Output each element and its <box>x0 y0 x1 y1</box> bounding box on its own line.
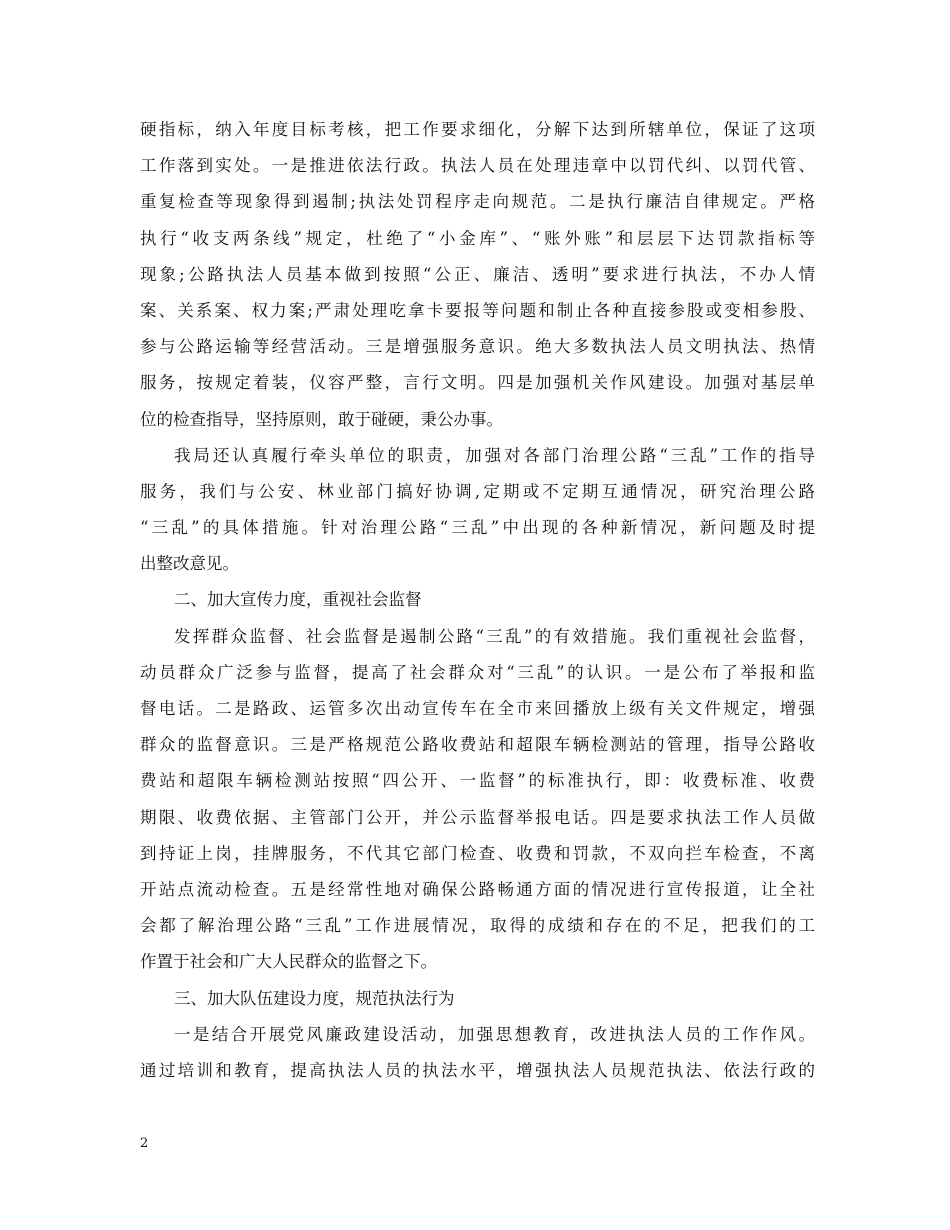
text-line: 参与公路运输等经营活动。三是增强服务意识。绝大多数执法人员文明执法、热情 <box>140 337 815 357</box>
text-line: 重复检查等现象得到遏制;执法处罚程序走向规范。二是执行廉洁自律规定。严格 <box>140 192 815 212</box>
text-line: 费站和超限车辆检测站按照“四公开、一监督”的标准执行，即：收费标准、收费 <box>140 771 815 791</box>
text-line: 群众的监督意识。三是严格规范公路收费站和超限车辆检测站的管理，指导公路收 <box>140 735 815 755</box>
text-line: 发挥群众监督、社会监督是遏制公路“三乱”的有效措施。我们重视社会监督， <box>174 626 815 646</box>
text-line: 开站点流动检查。五是经常性地对确保公路畅通方面的情况进行宣传报道，让全社 <box>140 879 815 899</box>
text-line: 我局还认真履行牵头单位的职责，加强对各部门治理公路“三乱”工作的指导 <box>174 445 815 465</box>
text-line: 案、关系案、权力案;严肃处理吃拿卡要报等问题和制止各种直接参股或变相参股、 <box>140 300 815 320</box>
text-line: 督电话。二是路政、运管多次出动宣传车在全市来回播放上级有关文件规定，增强 <box>140 699 815 718</box>
text-line: 通过培训和教育，提高执法人员的执法水平，增强执法人员规范执法、依法行政的 <box>140 1060 815 1080</box>
text-line: “三乱”的具体措施。针对治理公路“三乱”中出现的各种新情况，新问题及时提 <box>140 518 815 538</box>
text-line: 作置于社会和广大人民群众的监督之下。 <box>140 952 437 972</box>
text-line: 到持证上岗，挂牌服务，不代其它部门检查、收费和罚款，不双向拦车检查，不离 <box>140 843 815 863</box>
text-line: 服务，我们与公安、林业部门搞好协调,定期或不定期互通情况，研究治理公路 <box>140 481 815 501</box>
text-line: 三、加大队伍建设力度，规范执法行为 <box>174 988 455 1008</box>
text-line: 出整改意见。 <box>140 554 239 574</box>
text-line: 会都了解治理公路“三乱”工作进展情况，取得的成绩和存在的不足，把我们的工 <box>140 916 815 936</box>
text-line: 期限、收费依据、主管部门公开，并公示监督举报电话。四是要求执法工作人员做 <box>140 807 815 827</box>
text-line: 硬指标，纳入年度目标考核，把工作要求细化，分解下达到所辖单位，保证了这项 <box>140 120 815 139</box>
page-number: 2 <box>140 1136 149 1151</box>
text-line: 现象;公路执法人员基本做到按照“公正、廉洁、透明”要求进行执法，不办人情 <box>140 264 815 284</box>
text-line: 一是结合开展党风廉政建设活动，加强思想教育，改进执法人员的工作作风。 <box>174 1024 815 1044</box>
text-line: 服务，按规定着装，仪容严整，言行文明。四是加强机关作风建设。加强对基层单 <box>140 373 815 393</box>
text-line: 执行“收支两条线”规定，杜绝了“小金库”、“账外账”和层层下达罚款指标等 <box>140 228 815 248</box>
text-line: 动员群众广泛参与监督，提高了社会群众对“三乱”的认识。一是公布了举报和监 <box>140 662 815 682</box>
document-body <box>140 112 815 1089</box>
text-line: 工作落到实处。一是推进依法行政。执法人员在处理违章中以罚代纠、以罚代管、 <box>140 156 815 176</box>
text-line: 二、加大宣传力度，重视社会监督 <box>174 590 422 610</box>
text-line: 位的检查指导，坚持原则，敢于碰硬，秉公办事。 <box>140 409 503 429</box>
